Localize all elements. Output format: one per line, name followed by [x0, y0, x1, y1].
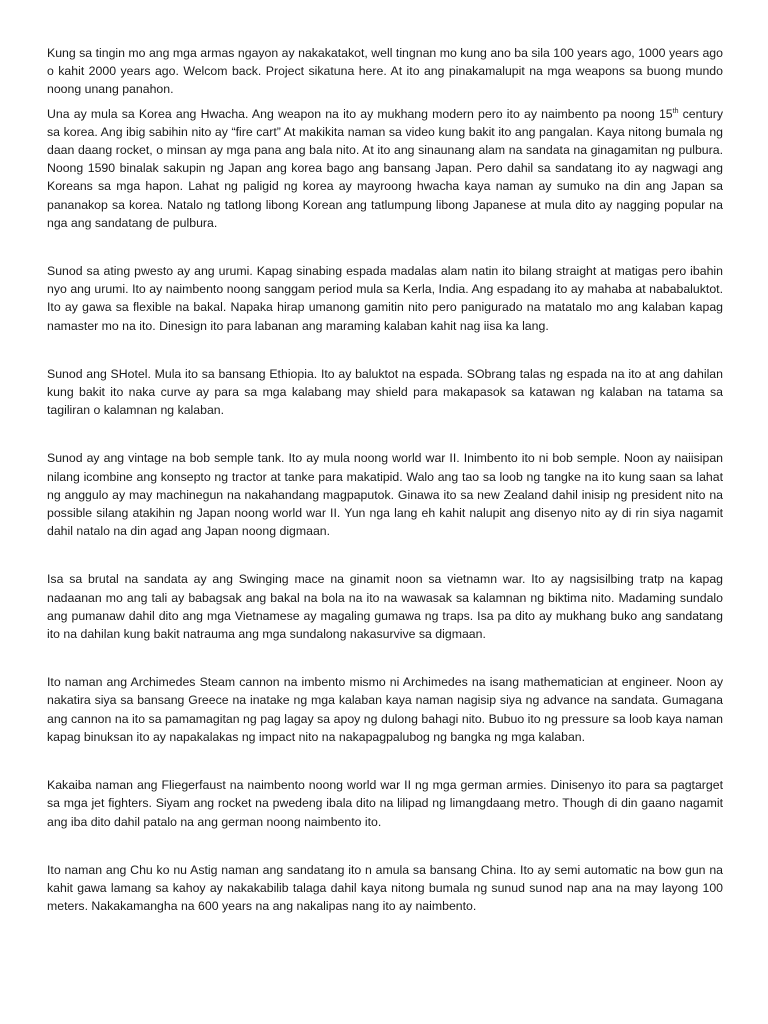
paragraph-spacer [47, 831, 723, 861]
paragraph-spacer [47, 232, 723, 262]
paragraph-chu-ko-nu: Ito naman ang Chu ko nu Astig naman ang sandatang ito n amula sa bansang China. Ito ay semi automatic na bow gun na kahit gawa lamang sa kahoy ay nakakabilib talaga dahil kaya nitong bumala ng sunud sunod nap ana na may layong 100 meters. Nakakamangha na 600 years na ang nakalipas nang ito ay naimbento. [47, 862, 723, 914]
paragraph-spacer [47, 419, 723, 449]
ordinal-suffix: th [672, 107, 679, 115]
paragraph-spacer [47, 540, 723, 570]
paragraph-spacer [47, 335, 723, 365]
paragraph-spacer [47, 643, 723, 673]
paragraph-hwacha-part2: century sa korea. Ang ibig sabihin nito ay “fire cart” At makikita naman sa video kung bakit ito ang pangalan. Kaya nitong bumala ng daan daang rocket, o minsan ay mga pana ang bala nito. At ito ang sinaunang alam na sandata na ginagamitan ng pulbura. Noong 1590 binalak sakupin ng Japan ang korea bago ang bansang Japan. Pero dahil sa sandatang ito ay nagwagi ang Koreans sa mga hapon. Lahat ng paligid ng korea ay mayroong hwacha kaya naman ay sumuko na din ang Japan sa pananakop sa korea. Natalo ng tatlong libong Korean ang tatlumpung libong Japanese at mula dito ay nagging popular na nga ang sandatang de pulbura. [47, 106, 723, 230]
paragraph-bob-semple-tank: Sunod ay ang vintage na bob semple tank. Ito ay mula noong world war II. Inimbento ito ni bob semple. Noon ay naiisipan nilang icombine ang konsepto ng tractor at tanke para makatipid. Walo ang tao sa loob ng tangke na ito kung saan sa lahat ng anggulo ay may machinegun na nakahandang magpaputok. Ginawa ito sa new Zealand dahil inisip ng president nito na possible silang atakihin ng Japan noong world war II. Yun nga lang eh kahit nalupit ang disenyo nito ay di rin siya nagamit dahil natalo na din agad ang Japan noong digmaan. [47, 451, 723, 539]
paragraph-spacer [47, 746, 723, 776]
paragraph-shotel: Sunod ang SHotel. Mula ito sa bansang Ethiopia. Ito ay baluktot na espada. SObrang talas ng espada na ito at ang dahilan kung bakit ito naka curve ay para sa mga kalabang may shield para makapasok sa katawan ng kalaban na tatama sa tagiliran o kalamnan ng kalaban. [47, 366, 723, 418]
paragraph-steam-cannon: Ito naman ang Archimedes Steam cannon na imbento mismo ni Archimedes na isang mathematician at engineer. Noon ay nakatira siya sa bansang Greece na inatake ng mga kalaban kaya naman nagisip siya ng advance na sandata. Gumagana ang cannon na ito sa pamamagitan ng pag lagay sa apoy ng dulong bahagi nito. Bubuo ito ng pressure sa loob kaya naman kapag binuksan ito ay napakalakas ng impact nito na nakapagpalubog ng bangka ng mga kalaban. [47, 675, 723, 744]
paragraph-fliegerfaust: Kakaiba naman ang Fliegerfaust na naimbento noong world war II ng mga german armies. Dinisenyo ito para sa pagtarget sa mga jet fighters. Siyam ang rocket na pwedeng ibala dito na lilipad ng limangdaang metro. Though di din gaano nagamit ang iba dito dahil patalo na ang german noong naimbento ito. [47, 778, 723, 829]
paragraph-hwacha [47, 105, 723, 232]
paragraph-urumi: Sunod sa ating pwesto ay ang urumi. Kapag sinabing espada madalas alam natin ito bilang straight at matigas pero ibahin nyo ang urumi. Ito ay naimbento noong sanggam period mula sa Kerla, India. Ang espadang ito ay mahaba at nababaluktot. Ito ay gawa sa flexible na bakal. Napaka hirap umanong gamitin nito pero panigurado na matatalo mo ang kalaban kapag namaster mo na ito. Dinesign ito para labanan ang maraming kalaban kahit nag iisa ka lang. [47, 264, 723, 333]
document-page [47, 44, 723, 915]
paragraph-intro: Kung sa tingin mo ang mga armas ngayon ay nakakatakot, well tingnan mo kung ano ba sila 100 years ago, 1000 years ago o kahit 2000 years ago. Welcom back. Project sikatuna here. At ito ang pinakamalupit na mga weapons sa buong mundo noong unang panahon. [47, 46, 723, 97]
paragraph-swinging-mace: Isa sa brutal na sandata ay ang Swinging mace na ginamit noon sa vietnamn war. Ito ay nagsisilbing tratp na kapag nadaanan mo ang tali ay babagsak ang bakal na bola na ito na wawasak sa kalamnan ng biktima nito. Madaming sundalo ang pumanaw dahil dito ang mga Vietnamese ay magaling gumawa ng traps. Isa pa dito ay mukhang buko ang sandatang ito na dahilan kung bakit natrauma ang mga sundalong nakasurvive sa digmaan. [47, 572, 723, 642]
paragraph-hwacha-part1: Una ay mula sa Korea ang Hwacha. Ang weapon na ito ay mukhang modern pero ito ay naimbento pa noong 15 [47, 106, 673, 121]
